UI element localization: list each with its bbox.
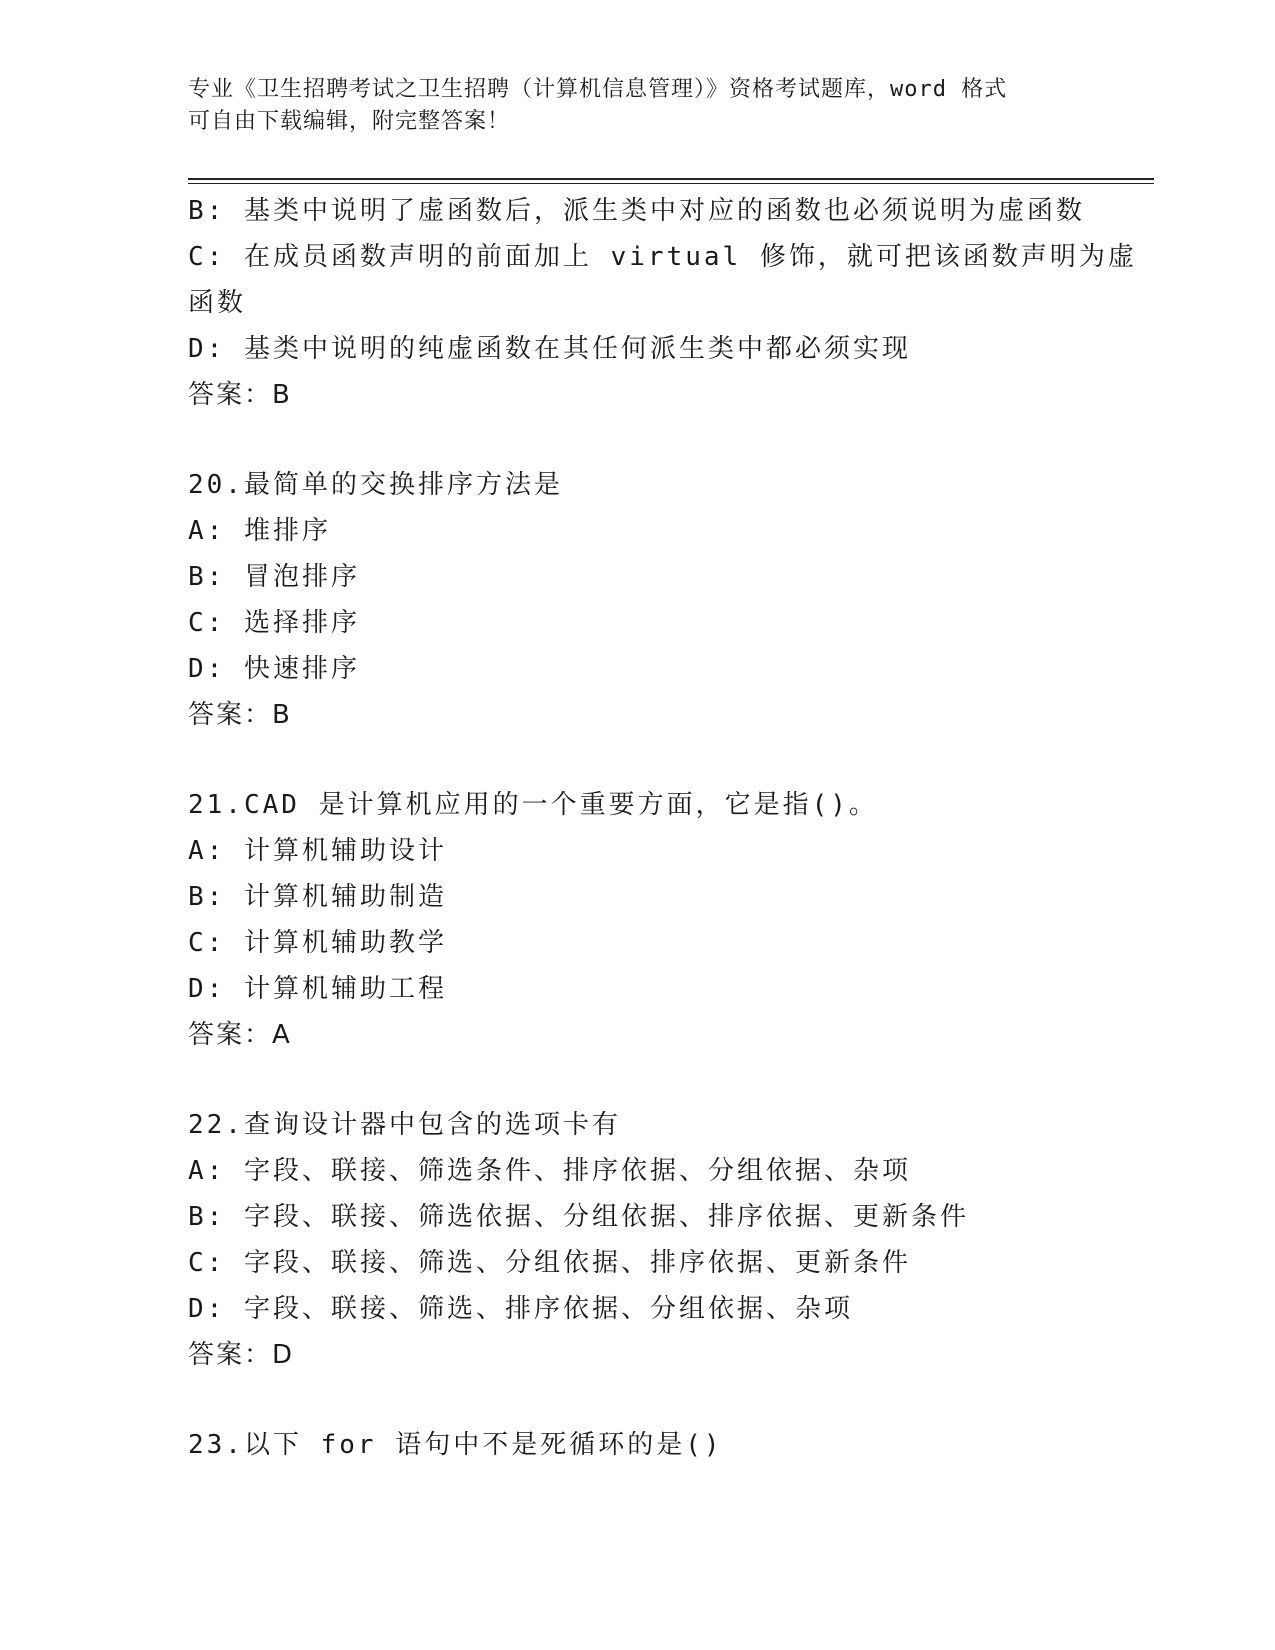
option-c: C: 计算机辅助教学 — [188, 928, 447, 958]
header-divider-thin — [188, 183, 1154, 184]
option-b: B: 字段、联接、筛选依据、分组依据、排序依据、更新条件 — [188, 1202, 969, 1232]
option-d: D: 字段、联接、筛选、排序依据、分组依据、杂项 — [188, 1294, 853, 1324]
option-a: A: 字段、联接、筛选条件、排序依据、分组依据、杂项 — [188, 1156, 911, 1186]
question-text: 23.以下 for 语句中不是死循环的是() — [188, 1430, 723, 1460]
option-d: D: 计算机辅助工程 — [188, 974, 447, 1004]
option-b: B: 冒泡排序 — [188, 562, 360, 592]
question-20 — [188, 462, 1088, 738]
option-c: C: 在成员函数声明的前面加上 virtual 修饰，就可把该函数声明为虚 — [188, 242, 1137, 272]
answer: 答案：B — [188, 700, 292, 730]
option-c-continued: 函数 — [188, 288, 247, 318]
document-header — [188, 74, 1088, 138]
header-divider-thick — [188, 178, 1154, 180]
option-c: C: 选择排序 — [188, 608, 360, 638]
option-b: B: 基类中说明了虚函数后，派生类中对应的函数也必须说明为虚函数 — [188, 196, 1085, 226]
question-text: 22.查询设计器中包含的选项卡有 — [188, 1110, 621, 1140]
header-title-line-2: 可自由下载编辑，附完整答案！ — [188, 109, 511, 134]
option-d: D: 基类中说明的纯虚函数在其任何派生类中都必须实现 — [188, 334, 911, 364]
option-a: A: 计算机辅助设计 — [188, 836, 447, 866]
answer: 答案：B — [188, 380, 292, 410]
option-b: B: 计算机辅助制造 — [188, 882, 447, 912]
question-text: 21.CAD 是计算机应用的一个重要方面，它是指()。 — [188, 790, 878, 820]
answer: 答案：A — [188, 1020, 292, 1050]
option-a: A: 堆排序 — [188, 516, 331, 546]
question-21 — [188, 782, 1088, 1058]
option-d: D: 快速排序 — [188, 654, 360, 684]
question-list — [188, 188, 1137, 1468]
answer: 答案：D — [188, 1340, 295, 1370]
option-c: C: 字段、联接、筛选、分组依据、排序依据、更新条件 — [188, 1248, 911, 1278]
header-title-line-1: 专业《卫生招聘考试之卫生招聘（计算机信息管理）》资格考试题库，word 格式 — [188, 77, 1008, 102]
question-23 — [188, 1422, 1088, 1468]
question-22 — [188, 1102, 1088, 1378]
question-text: 20.最简单的交换排序方法是 — [188, 470, 563, 500]
question-19 — [188, 188, 1137, 418]
